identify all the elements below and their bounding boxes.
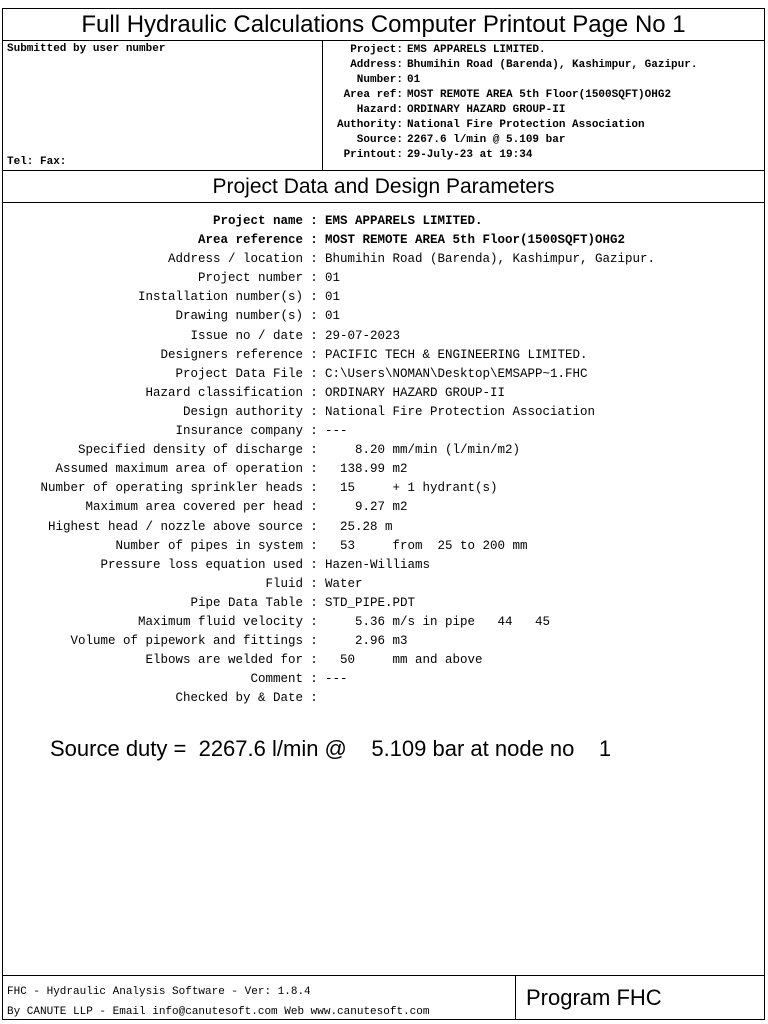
parameter-separator: : bbox=[310, 385, 318, 400]
parameter-value: 01 bbox=[325, 271, 341, 286]
parameter-value: 15 + 1 hydrant(s) bbox=[325, 481, 498, 496]
parameter-row bbox=[3, 479, 764, 498]
parameter-label: Specified density of discharge bbox=[77, 443, 303, 458]
header-block bbox=[3, 41, 764, 171]
project-info-value: National Fire Protection Association bbox=[407, 119, 645, 131]
parameter-separator: : bbox=[310, 653, 318, 668]
parameter-row bbox=[3, 670, 764, 689]
parameter-value: Hazen-Williams bbox=[325, 557, 431, 572]
parameter-value: National Fire Protection Association bbox=[325, 404, 596, 419]
project-info-row bbox=[323, 73, 697, 88]
parameter-value: MOST REMOTE AREA 5th Floor(1500SQFT)OHG2 bbox=[325, 233, 626, 248]
project-info-key: Source: bbox=[356, 134, 403, 146]
submitter-panel bbox=[3, 41, 323, 170]
footer bbox=[3, 975, 764, 1019]
parameter-label: Hazard classification bbox=[145, 385, 303, 400]
parameter-row bbox=[3, 346, 764, 365]
submitted-by-label: Submitted by user number bbox=[7, 43, 166, 55]
parameter-row bbox=[3, 575, 764, 594]
project-info-row bbox=[323, 88, 697, 103]
parameter-separator: : bbox=[310, 691, 318, 706]
parameter-label: Fluid bbox=[265, 576, 303, 591]
parameter-separator: : bbox=[310, 404, 318, 419]
parameter-label: Pressure loss equation used bbox=[100, 557, 303, 572]
parameter-label: Volume of pipework and fittings bbox=[70, 634, 303, 649]
parameter-label: Design authority bbox=[182, 404, 303, 419]
parameter-row bbox=[3, 422, 764, 441]
parameter-row bbox=[3, 594, 764, 613]
parameter-label: Comment bbox=[250, 672, 303, 687]
parameter-value: 2.96 m3 bbox=[325, 634, 408, 649]
project-info-key: Hazard: bbox=[356, 104, 403, 116]
parameter-separator: : bbox=[310, 614, 318, 629]
parameter-label: Project Data File bbox=[175, 366, 303, 381]
project-info-row bbox=[323, 148, 697, 163]
parameter-row bbox=[3, 689, 764, 708]
parameter-value: 29-07-2023 bbox=[325, 328, 401, 343]
parameter-separator: : bbox=[310, 271, 318, 286]
project-info-panel bbox=[323, 41, 764, 170]
parameter-label: Maximum area covered per head bbox=[85, 500, 303, 515]
project-info-value: 01 bbox=[407, 74, 421, 86]
parameter-label: Project number bbox=[197, 271, 303, 286]
project-info-value: 29-July-23 at 19:34 bbox=[407, 149, 533, 161]
project-info-value: Bhumihin Road (Barenda), Kashimpur, Gazipur. bbox=[407, 59, 698, 71]
parameter-label: Checked by & Date bbox=[175, 691, 303, 706]
parameters-list bbox=[3, 212, 764, 708]
software-line: FHC - Hydraulic Analysis Software - Ver: 1.8.4 bbox=[7, 986, 311, 998]
parameter-label: Highest head / nozzle above source bbox=[47, 519, 303, 534]
parameter-label: Area reference bbox=[197, 233, 303, 248]
project-info-row bbox=[323, 103, 697, 118]
parameter-value: STD_PIPE.PDT bbox=[325, 595, 416, 610]
parameter-label: Drawing number(s) bbox=[175, 309, 303, 324]
parameter-row bbox=[3, 365, 764, 384]
parameter-label: Pipe Data Table bbox=[190, 595, 303, 610]
parameter-row bbox=[3, 651, 764, 670]
parameter-value: EMS APPARELS LIMITED. bbox=[325, 214, 483, 228]
parameter-row bbox=[3, 460, 764, 479]
parameter-value: 5.36 m/s in pipe 44 45 bbox=[325, 614, 551, 629]
parameter-value: PACIFIC TECH & ENGINEERING LIMITED. bbox=[325, 347, 588, 362]
parameter-row bbox=[3, 269, 764, 288]
parameter-value: 53 from 25 to 200 mm bbox=[325, 538, 528, 553]
project-info-value: MOST REMOTE AREA 5th Floor(1500SQFT)OHG2 bbox=[407, 89, 672, 101]
parameter-row bbox=[3, 403, 764, 422]
parameter-row bbox=[3, 250, 764, 269]
parameter-separator: : bbox=[310, 672, 318, 687]
parameter-row bbox=[3, 518, 764, 537]
project-info-value: 2267.6 l/min @ 5.109 bar bbox=[407, 134, 566, 146]
project-info-row bbox=[323, 58, 697, 73]
project-info-list bbox=[323, 43, 697, 163]
parameter-value: 50 mm and above bbox=[325, 653, 483, 668]
project-info-key: Project: bbox=[350, 44, 403, 56]
parameter-row bbox=[3, 327, 764, 346]
parameter-value: --- bbox=[325, 424, 348, 439]
parameter-label: Address / location bbox=[167, 252, 303, 267]
parameter-row bbox=[3, 498, 764, 517]
project-info-key: Authority: bbox=[336, 119, 403, 131]
printout-page bbox=[2, 8, 765, 1020]
parameter-value: C:\Users\NOMAN\Desktop\EMSAPP~1.FHC bbox=[325, 366, 588, 381]
project-info-key: Address: bbox=[350, 59, 403, 71]
parameter-separator: : bbox=[310, 519, 318, 534]
parameter-label: Elbows are welded for bbox=[145, 653, 303, 668]
page-title: Full Hydraulic Calculations Computer Printout Page No 1 bbox=[3, 9, 764, 41]
parameter-row bbox=[3, 556, 764, 575]
parameter-value: Bhumihin Road (Barenda), Kashimpur, Gazipur. bbox=[325, 252, 656, 267]
parameter-label: Insurance company bbox=[175, 424, 303, 439]
parameter-label: Issue no / date bbox=[190, 328, 303, 343]
parameter-row bbox=[3, 632, 764, 651]
section-title: Project Data and Design Parameters bbox=[3, 171, 764, 203]
parameter-value: 25.28 m bbox=[325, 519, 393, 534]
parameter-separator: : bbox=[310, 366, 318, 381]
parameter-separator: : bbox=[310, 634, 318, 649]
parameter-separator: : bbox=[310, 557, 318, 572]
parameter-value: 01 bbox=[325, 309, 341, 324]
project-info-row bbox=[323, 118, 697, 133]
parameter-separator: : bbox=[310, 481, 318, 496]
parameter-value bbox=[325, 689, 764, 708]
project-info-row bbox=[323, 43, 697, 58]
parameter-row bbox=[3, 537, 764, 556]
parameter-separator: : bbox=[310, 576, 318, 591]
parameter-separator: : bbox=[310, 233, 318, 248]
parameter-value: ORDINARY HAZARD GROUP-II bbox=[325, 385, 506, 400]
parameter-separator: : bbox=[310, 462, 318, 477]
parameter-row bbox=[3, 613, 764, 632]
parameter-row bbox=[3, 441, 764, 460]
contact-line: By CANUTE LLP - Email info@canutesoft.com Web www.canutesoft.com bbox=[7, 1006, 430, 1018]
parameter-value: 8.20 mm/min (l/min/m2) bbox=[325, 443, 521, 458]
parameter-value: 01 bbox=[325, 290, 341, 305]
parameter-label: Installation number(s) bbox=[137, 290, 303, 305]
parameter-separator: : bbox=[310, 328, 318, 343]
parameter-label: Number of pipes in system bbox=[115, 538, 303, 553]
parameter-value: 9.27 m2 bbox=[325, 500, 408, 515]
parameter-row bbox=[3, 384, 764, 403]
parameter-separator: : bbox=[310, 538, 318, 553]
source-duty: Source duty = 2267.6 l/min @ 5.109 bar at node no 1 bbox=[50, 736, 612, 761]
parameter-label: Project name bbox=[212, 214, 303, 228]
program-label: Program FHC bbox=[515, 976, 755, 1020]
parameter-separator: : bbox=[310, 290, 318, 305]
parameter-separator: : bbox=[310, 347, 318, 362]
parameter-row bbox=[3, 307, 764, 326]
parameter-value: 138.99 m2 bbox=[325, 462, 408, 477]
project-info-value: ORDINARY HAZARD GROUP-II bbox=[407, 104, 566, 116]
parameter-separator: : bbox=[310, 595, 318, 610]
parameter-separator: : bbox=[310, 500, 318, 515]
parameter-value: --- bbox=[325, 672, 348, 687]
project-info-key: Area ref: bbox=[343, 89, 403, 101]
parameter-row bbox=[3, 231, 764, 250]
parameter-separator: : bbox=[310, 443, 318, 458]
parameter-row bbox=[3, 212, 764, 231]
parameter-label: Assumed maximum area of operation bbox=[55, 462, 303, 477]
parameter-value: Water bbox=[325, 576, 363, 591]
parameter-label: Designers reference bbox=[160, 347, 303, 362]
parameter-separator: : bbox=[310, 424, 318, 439]
parameter-separator: : bbox=[310, 214, 318, 228]
project-info-key: Printout: bbox=[343, 149, 403, 161]
parameter-separator: : bbox=[310, 309, 318, 324]
parameter-label: Maximum fluid velocity bbox=[137, 614, 303, 629]
parameter-label: Number of operating sprinkler heads bbox=[40, 481, 303, 496]
parameter-row bbox=[3, 288, 764, 307]
parameter-separator: : bbox=[310, 252, 318, 267]
project-info-value: EMS APPARELS LIMITED. bbox=[407, 44, 546, 56]
project-info-row bbox=[323, 133, 697, 148]
tel-fax-label: Tel: Fax: bbox=[7, 156, 67, 168]
project-info-key: Number: bbox=[356, 74, 403, 86]
footer-credits bbox=[7, 982, 429, 1022]
